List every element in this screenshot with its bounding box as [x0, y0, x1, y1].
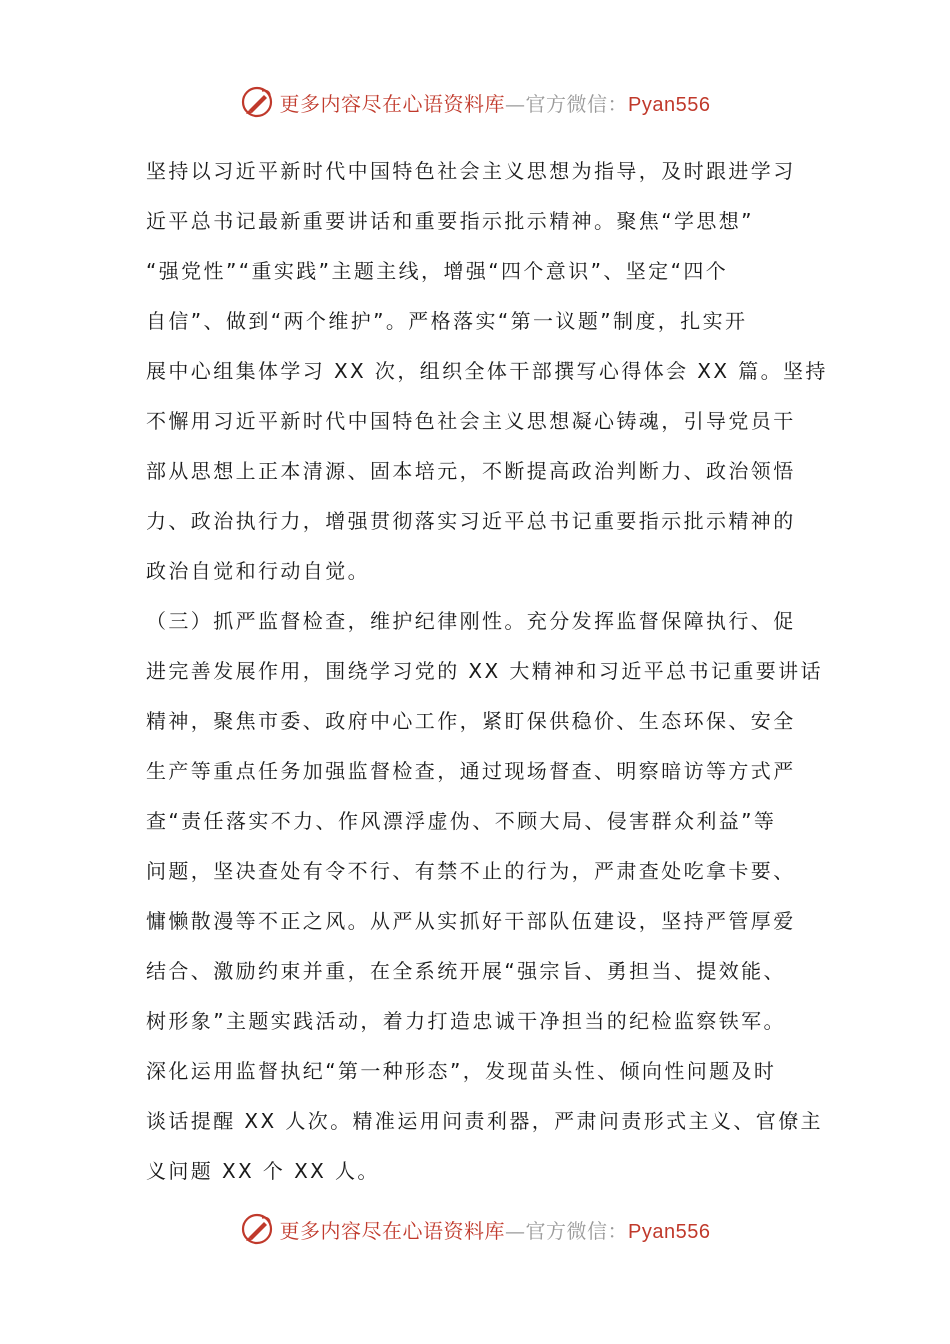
body-line: 谈话提醒 XX 人次。精准运用问责利器，严肃问责形式主义、官僚主 [146, 1109, 823, 1133]
body-line: “强党性”“重实践”主题主线，增强“四个意识”、坚定“四个 [146, 259, 729, 283]
header-watermark-text [280, 88, 711, 117]
header-watermark-banner [0, 80, 950, 124]
body-line: 结合、激励约束并重，在全系统开展“强宗旨、勇担当、提效能、 [146, 959, 786, 983]
body-line: 部从思想上正本清源、固本培元，不断提高政治判断力、政治领悟 [146, 459, 796, 483]
body-line: 坚持以习近平新时代中国特色社会主义思想为指导，及时跟进学习 [146, 159, 796, 183]
body-line: 生产等重点任务加强监督检查，通过现场督查、明察暗访等方式严 [146, 759, 796, 783]
header-site-name: 更多内容尽在心语资料库 [279, 91, 506, 116]
section-heading-line: （三）抓严监督检查，维护纪律刚性。充分发挥监督保障执行、促 [146, 609, 796, 633]
body-line: 慵懒散漫等不正之风。从严从实抓好干部队伍建设，坚持严管厚爱 [146, 909, 796, 933]
header-wechat-handle: Pyan556 [628, 93, 711, 116]
body-line: 不懈用习近平新时代中国特色社会主义思想凝心铸魂，引导党员干 [146, 409, 796, 433]
body-line: 精神，聚焦市委、政府中心工作，紧盯保供稳价、生态环保、安全 [146, 709, 796, 733]
body-line: 深化运用监督执纪“第一种形态”，发现苗头性、倾向性问题及时 [146, 1059, 777, 1083]
footer-watermark-text [280, 1215, 711, 1244]
body-line: 树形象”主题实践活动，着力打造忠诚干净担当的纪检监察铁军。 [146, 1009, 786, 1033]
header-wechat-label: 官方微信： [525, 91, 629, 116]
body-line: 政治自觉和行动自觉。 [146, 559, 370, 583]
header-separator: — [505, 91, 526, 116]
body-line: 查“责任落实不力、作风漂浮虚伪、不顾大局、侵害群众利益”等 [146, 809, 777, 833]
body-line: 展中心组集体学习 XX 次，组织全体干部撰写心得体会 XX 篇。坚持 [146, 359, 828, 383]
body-line: 力、政治执行力，增强贯彻落实习近平总书记重要指示批示精神的 [146, 509, 796, 533]
footer-site-name: 更多内容尽在心语资料库 [279, 1218, 506, 1243]
body-line: 问题，坚决查处有令不行、有禁不止的行为，严肃查处吃拿卡要、 [146, 859, 796, 883]
body-line: 近平总书记最新重要讲话和重要指示批示精神。聚焦“学思想” [146, 209, 754, 233]
footer-watermark-banner [0, 1207, 950, 1251]
footer-separator: — [505, 1218, 526, 1243]
footer-wechat-label: 官方微信： [525, 1218, 629, 1243]
body-line: 义问题 XX 个 XX 人。 [146, 1159, 380, 1183]
pen-logo-icon [240, 85, 274, 119]
body-line: 自信”、做到“两个维护”。严格落实“第一议题”制度，扎实开 [146, 309, 748, 333]
footer-wechat-handle: Pyan556 [628, 1220, 711, 1243]
document-body [146, 146, 828, 1196]
body-line: 进完善发展作用，围绕学习党的 XX 大精神和习近平总书记重要讲话 [146, 659, 823, 683]
pen-logo-icon [240, 1212, 274, 1246]
